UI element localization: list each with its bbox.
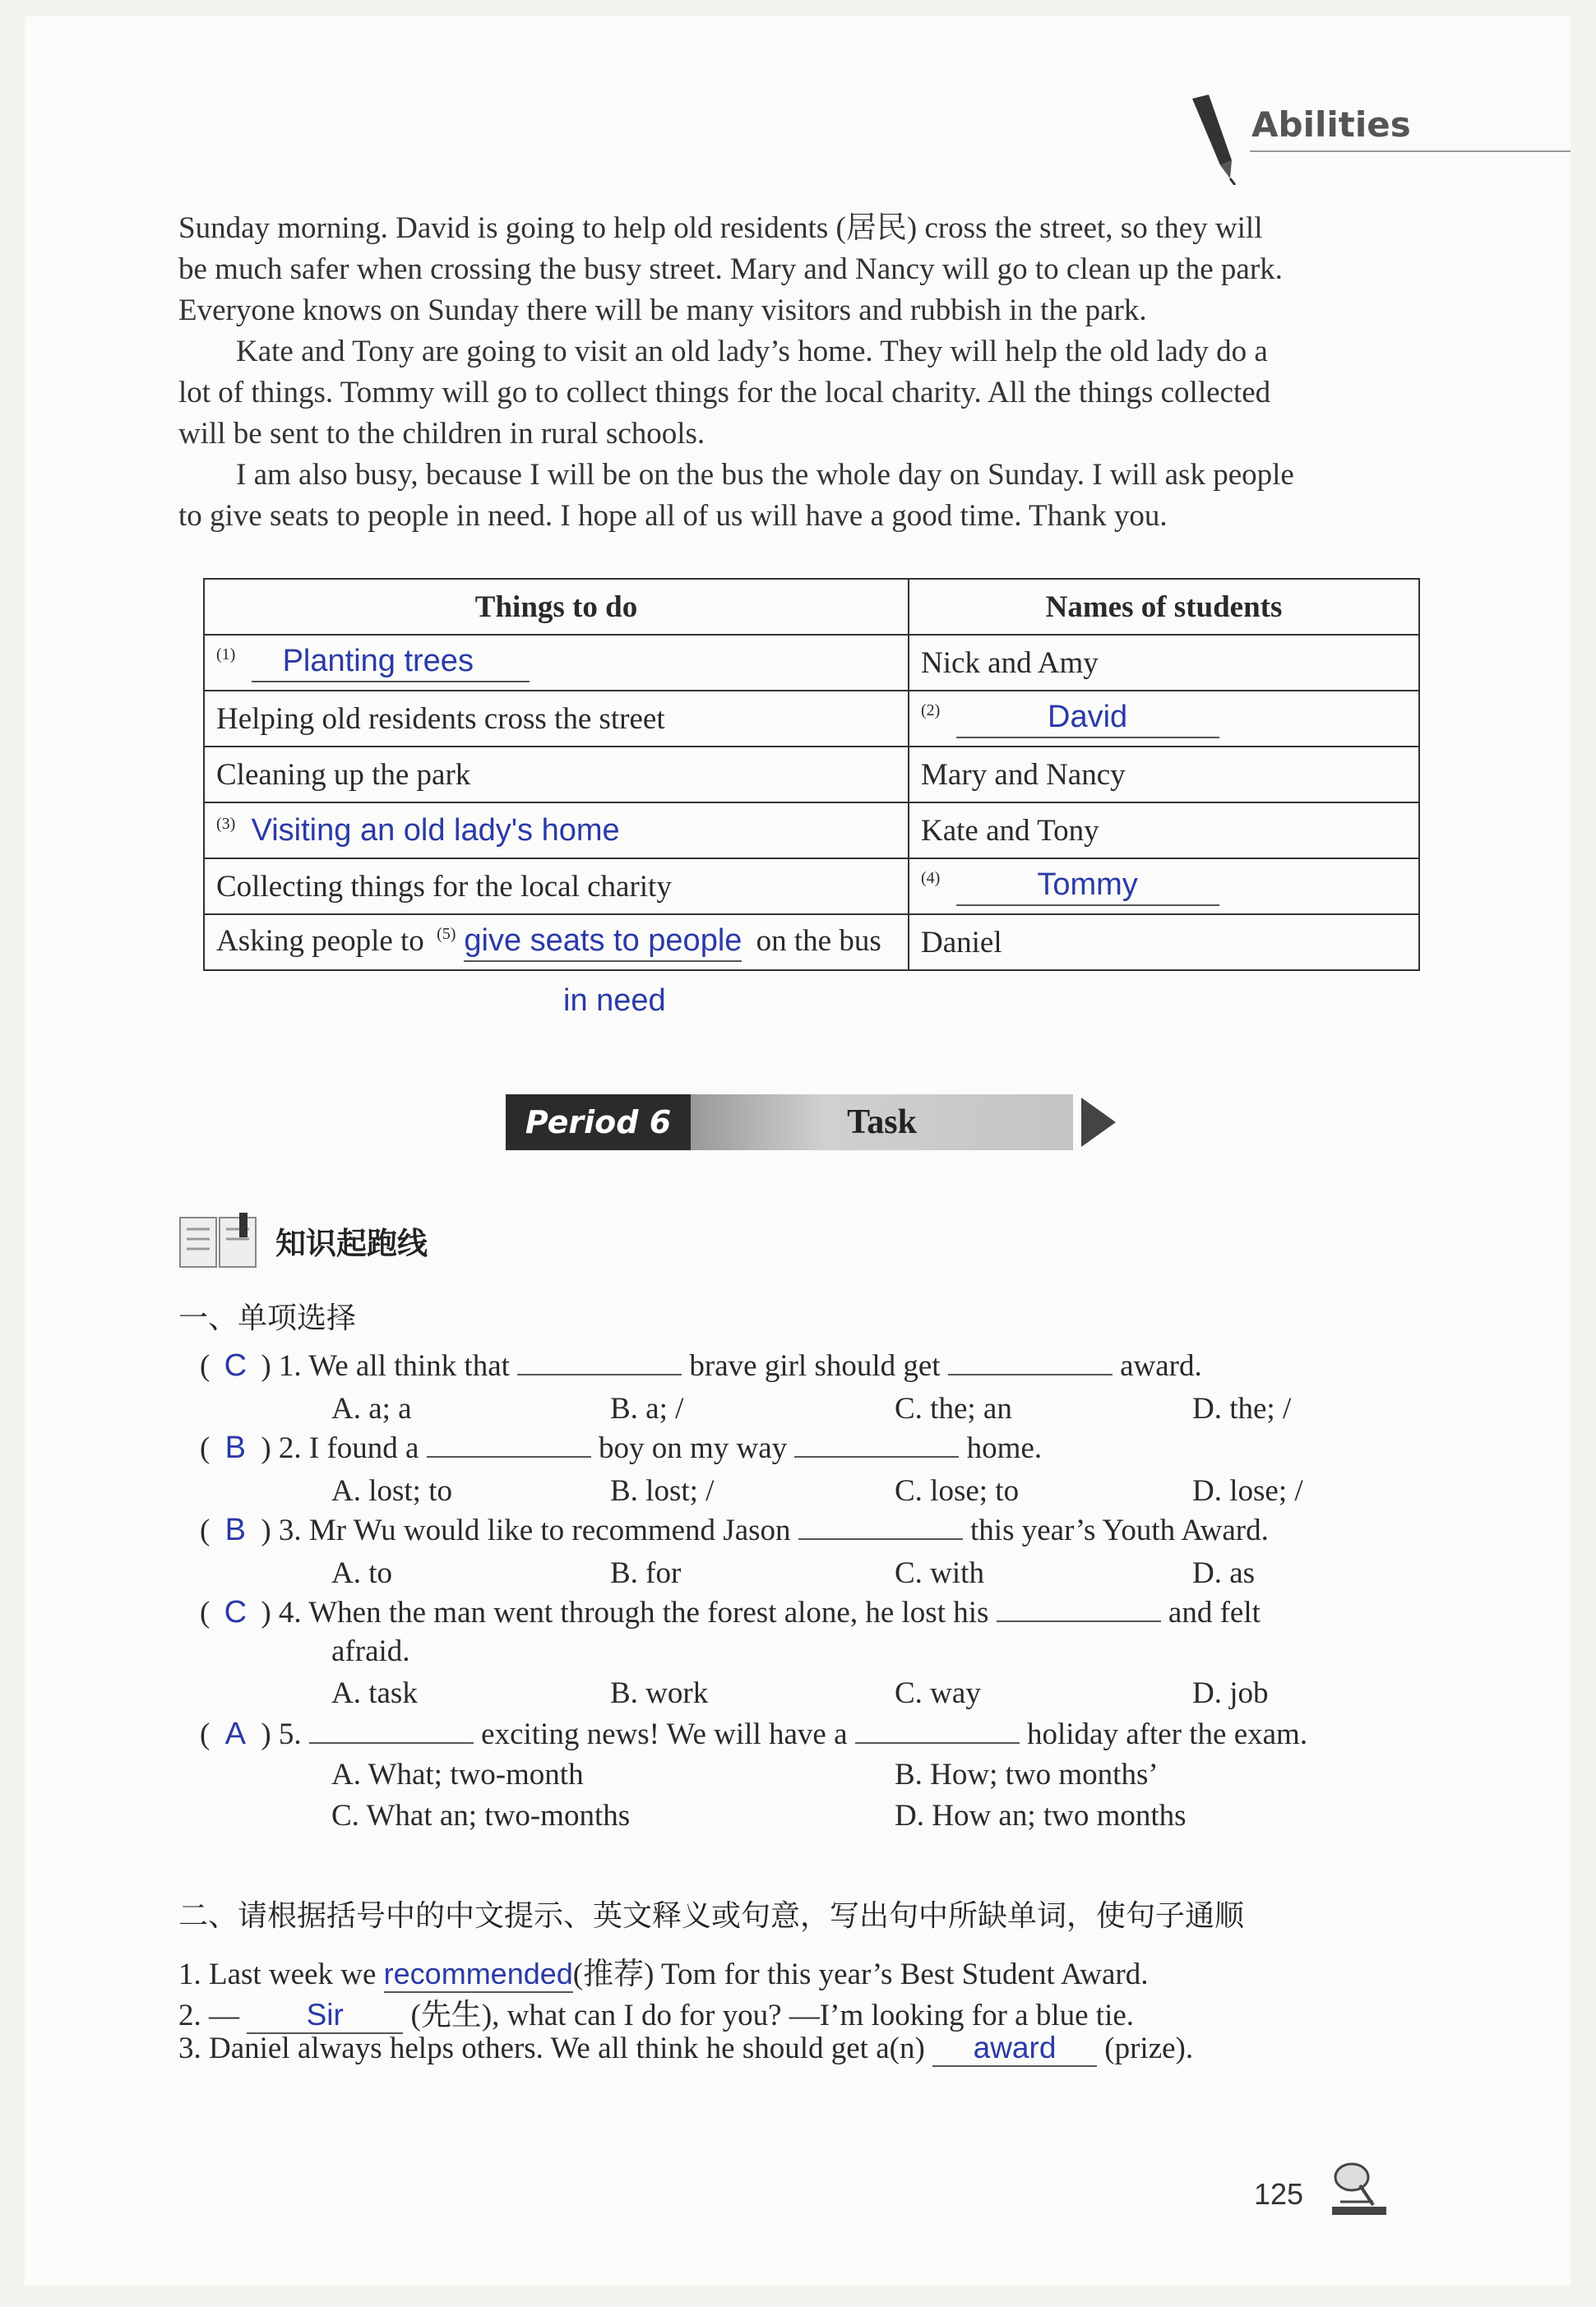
cell-text: on the bus	[756, 923, 881, 958]
period-title: Task	[691, 1094, 1073, 1150]
table-cell: Mary and Nancy	[909, 747, 1419, 802]
question-stem: I found a	[308, 1431, 419, 1465]
option[interactable]: C. the; an	[895, 1392, 1012, 1426]
table-row	[204, 691, 1419, 747]
item-text: 3. Daniel always helps others. We all think he should get a(n)	[178, 2032, 925, 2065]
passage-line: be much safer when crossing the busy street. Mary and Nancy will go to clean up the park.	[178, 252, 1283, 286]
blank-number: (1)	[216, 645, 236, 664]
answer-blank[interactable]: recommended	[384, 1957, 573, 1993]
item-text: 1. Last week we	[178, 1958, 377, 1991]
period-label: Period 6	[506, 1094, 691, 1150]
question-stem: boy on my way	[598, 1431, 788, 1465]
table-cell	[204, 914, 909, 970]
question-1: ( C ) 1. We all think that brave girl should get award.	[200, 1348, 1202, 1383]
fill-item-1	[178, 1949, 1412, 1993]
answer-continuation: in need	[563, 983, 666, 1018]
blank-number: (4)	[921, 869, 941, 888]
option[interactable]: B. a; /	[610, 1392, 684, 1426]
option[interactable]: D. lose; /	[1192, 1474, 1303, 1508]
header-rule	[1250, 150, 1571, 152]
task-table	[203, 578, 1420, 971]
answer-choice[interactable]: B	[224, 1431, 246, 1465]
question-paren: (	[200, 1349, 210, 1383]
question-number: 4.	[278, 1596, 302, 1630]
answer-blank[interactable]: Sir	[247, 1998, 403, 2034]
question-stem: home.	[966, 1431, 1043, 1465]
option[interactable]: C. What an; two-months	[331, 1799, 631, 1833]
answer-blank[interactable]	[997, 1620, 1161, 1622]
section-title: 知识起跑线	[275, 1226, 428, 1261]
blank-number: (5)	[437, 925, 456, 944]
question-stem: this year’s Youth Award.	[970, 1514, 1269, 1547]
option[interactable]: A. task	[331, 1676, 418, 1710]
question-4: ( C ) 4. When the man went through the forest alone, he lost his and felt	[200, 1595, 1261, 1630]
question-stem: award.	[1120, 1349, 1202, 1383]
item-text: (先生), what can I do for you? —I’m looking for a blue tie.	[410, 1999, 1135, 2032]
table-cell: Collecting things for the local charity	[204, 858, 909, 914]
question-number: 3.	[278, 1514, 302, 1547]
item-text: (推荐) Tom for this year’s Best Student Award.	[572, 1958, 1149, 1991]
table-cell	[204, 635, 909, 691]
option[interactable]: D. the; /	[1192, 1392, 1292, 1426]
table-cell: Helping old residents cross the street	[204, 691, 909, 747]
question-stem: We all think that	[308, 1349, 510, 1383]
option[interactable]: B. work	[610, 1676, 709, 1710]
answer-blank[interactable]: David	[956, 700, 1219, 738]
table-cell	[204, 802, 909, 858]
table-cell: Cleaning up the park	[204, 747, 909, 802]
answer-blank[interactable]	[794, 1456, 959, 1458]
workbook-page	[25, 16, 1571, 2286]
table-row	[204, 858, 1419, 914]
answer-choice[interactable]: C	[224, 1348, 247, 1383]
answer-blank[interactable]: Visiting an old lady's home	[251, 812, 620, 848]
option[interactable]: D. How an; two months	[895, 1799, 1187, 1833]
blank-number: (3)	[216, 815, 236, 834]
passage-line: will be sent to the children in rural schools.	[178, 417, 705, 451]
option[interactable]: C. way	[895, 1676, 981, 1710]
answer-blank[interactable]	[855, 1742, 1020, 1744]
part-title-2: 二、请根据括号中的中文提示、英文释义或句意，写出句中所缺单词，使句子通顺	[178, 1899, 1245, 1933]
option[interactable]: A. to	[331, 1556, 392, 1590]
passage-line: lot of things. Tommy will go to collect things for the local charity. All the things collected	[178, 376, 1271, 409]
pen-icon	[1184, 95, 1242, 189]
period-banner	[506, 1094, 1081, 1150]
option[interactable]: B. lost; /	[610, 1474, 715, 1508]
answer-blank[interactable]: Tommy	[956, 867, 1219, 906]
question-stem: holiday after the exam.	[1027, 1718, 1308, 1751]
table-cell	[909, 691, 1419, 747]
option[interactable]: A. a; a	[331, 1392, 412, 1426]
answer-blank[interactable]: give seats to people	[464, 923, 742, 962]
answer-choice[interactable]: C	[224, 1595, 247, 1630]
col-header-things: Things to do	[204, 579, 909, 635]
answer-blank[interactable]	[427, 1456, 591, 1458]
option[interactable]: C. with	[895, 1556, 984, 1590]
question-2: ( B ) 2. I found a boy on my way home.	[200, 1431, 1043, 1465]
section-header: Abilities	[1251, 104, 1411, 145]
reading-passage	[178, 208, 1428, 537]
question-stem: and felt	[1168, 1596, 1261, 1630]
question-5: ( A ) 5. exciting news! We will have a holiday after the exam.	[200, 1717, 1308, 1751]
answer-blank[interactable]: Planting trees	[252, 644, 530, 682]
fill-item-3	[178, 2031, 1412, 2067]
table-cell: Nick and Amy	[909, 635, 1419, 691]
passage-line: Kate and Tony are going to visit an old lady’s home. They will help the old lady do a	[236, 335, 1268, 368]
option[interactable]: C. lose; to	[895, 1474, 1020, 1508]
table-row	[204, 802, 1419, 858]
page-number: 125	[1254, 2177, 1304, 2211]
question-number: 5.	[278, 1718, 302, 1751]
table-cell	[909, 858, 1419, 914]
answer-blank[interactable]	[948, 1374, 1113, 1375]
answer-blank[interactable]: award	[932, 2031, 1097, 2067]
question-3: ( B ) 3. Mr Wu would like to recommend Jason this year’s Youth Award.	[200, 1513, 1269, 1547]
question-continuation: afraid.	[331, 1634, 410, 1668]
table-row	[204, 914, 1419, 970]
question-stem: Mr Wu would like to recommend Jason	[308, 1514, 791, 1547]
answer-blank[interactable]	[517, 1374, 682, 1375]
part-title-1: 一、单项选择	[178, 1301, 357, 1335]
passage-line: Sunday morning. David is going to help old residents (居民) cross the street, so they will	[178, 211, 1263, 245]
option[interactable]: A. lost; to	[331, 1474, 452, 1508]
table-row	[204, 635, 1419, 691]
table-cell: Kate and Tony	[909, 802, 1419, 858]
blank-number: (2)	[921, 701, 941, 720]
option[interactable]: D. job	[1192, 1676, 1269, 1710]
table-cell: Daniel	[909, 914, 1419, 970]
col-header-names: Names of students	[909, 579, 1419, 635]
passage-line: to give seats to people in need. I hope all of us will have a good time. Thank you.	[178, 499, 1168, 533]
option[interactable]: B. for	[610, 1556, 682, 1590]
question-number: 2.	[278, 1431, 302, 1465]
question-number: 1.	[278, 1349, 302, 1383]
lamp-icon	[1324, 2152, 1390, 2222]
passage-line: Everyone knows on Sunday there will be many visitors and rubbish in the park.	[178, 294, 1147, 327]
question-stem: brave girl should get	[689, 1349, 941, 1383]
item-text: (prize).	[1104, 2032, 1194, 2065]
item-text: 2. —	[178, 1999, 239, 2032]
answer-blank[interactable]	[798, 1538, 963, 1540]
answer-choice[interactable]: A	[224, 1717, 246, 1751]
table-row	[204, 747, 1419, 802]
passage-line: I am also busy, because I will be on the bus the whole day on Sunday. I will ask people	[236, 458, 1294, 492]
table-header-row	[204, 579, 1419, 635]
fill-item-2	[178, 1990, 1412, 2034]
arrow-icon	[1081, 1098, 1116, 1147]
question-stem: exciting news! We will have a	[481, 1718, 848, 1751]
question-stem: When the man went through the forest alone, he lost his	[308, 1596, 989, 1630]
answer-blank[interactable]	[309, 1742, 474, 1744]
option[interactable]: A. What; two-month	[331, 1758, 584, 1792]
cell-text: Asking people to	[216, 923, 424, 958]
answer-choice[interactable]: B	[224, 1513, 246, 1547]
book-icon	[178, 1213, 261, 1276]
option[interactable]: D. as	[1192, 1556, 1256, 1590]
option[interactable]: B. How; two months’	[895, 1758, 1159, 1792]
